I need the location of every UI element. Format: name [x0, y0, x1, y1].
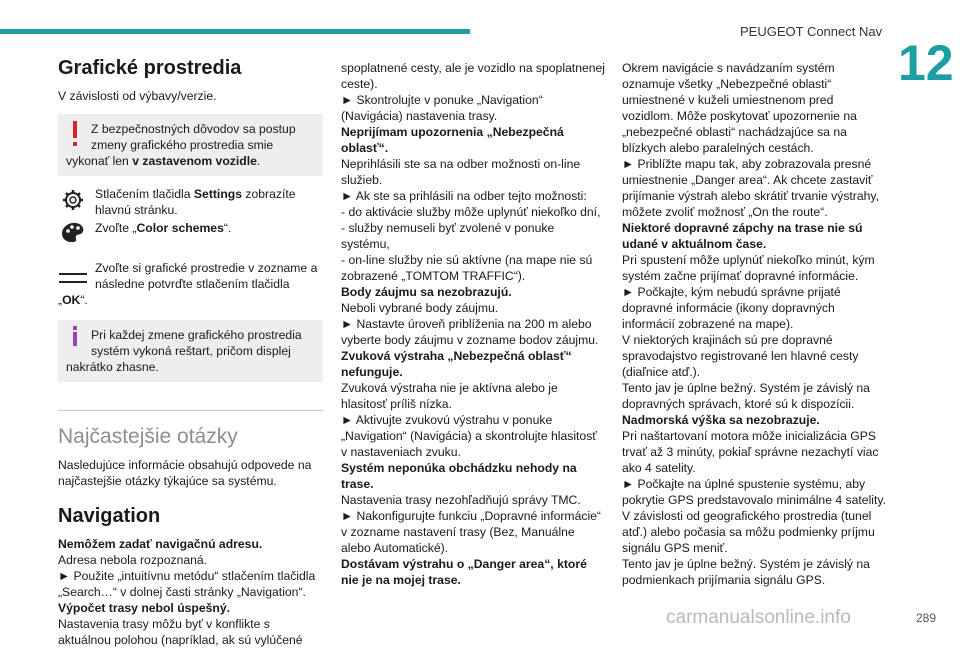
info-box: Pri každej zmene grafického prostredia systém vykoná reštart, pričom displej nakrátko zhasne. [58, 320, 323, 382]
question: oblasť“. [341, 141, 389, 155]
question: Neprijímam upozornenia „Nebezpečná [341, 125, 564, 139]
column-3 [622, 60, 887, 588]
page-number: 289 [915, 611, 936, 625]
text-line: umiestnenie „Danger area“. Ak chcete zastaviť [622, 173, 873, 187]
text-line: signálu GPS meniť. [622, 541, 728, 555]
text-line: Okrem navigácie s navádzaním systém [622, 61, 835, 75]
question: Nadmorská výška sa nezobrazuje. [622, 413, 820, 427]
text-line: - on-line služby nie sú aktívne (na mape nie sú [341, 253, 593, 267]
section-title: Grafické prostredia [58, 57, 242, 79]
text-line: v zozname nastavení trasy (Bez, Manuálne [341, 525, 575, 539]
text-line: vozidlom. Môže poskytovať upozornenie na [622, 109, 857, 123]
text-line: - služby nemuseli byť zvolené v ponuke systému, [341, 221, 555, 251]
header-accent-bar [0, 29, 470, 34]
question: Body záujmu sa nezobrazujú. [341, 285, 512, 299]
text-line: hlasitosť príliš nízka. [341, 397, 452, 411]
question: Systém neponúka obchádzku nehody na [341, 461, 577, 475]
warning-line: vykonať len v zastavenom vozidle. [66, 154, 261, 168]
text-line: Tento jav je úplne bežný. Systém je závislý na [622, 381, 870, 395]
text-line: atď.) alebo počasia sa môžu podmienky príjmu [622, 525, 875, 539]
navigation-title: Navigation [58, 505, 161, 527]
header-title: PEUGEOT Connect Nav [740, 24, 883, 39]
text-line: ► Aktivujte zvukovú výstrahu v ponuke [341, 413, 553, 427]
text-line: ► Počkajte na úplné spustenie systému, aby [622, 477, 866, 491]
question: trase. [341, 477, 374, 491]
text-line: ► Skontrolujte v ponuke „Navigation“ [341, 93, 543, 107]
step-color-schemes: Zvoľte „Color schemes“. [58, 218, 323, 252]
text-line: Zvuková výstraha nie je aktívna alebo je [341, 381, 558, 395]
text-line: V niektorých krajinách sú pre dopravné [622, 333, 833, 347]
text-line: Tento jav je úplne bežný. Systém je závislý na [622, 557, 870, 571]
text-line: Neboli vybrané body záujmu. [341, 301, 499, 315]
text-line: v nastaveniach zvuku. [341, 445, 461, 459]
warning-icon [73, 121, 77, 138]
text-line: prijímanie výstrah alebo skrátiť trvanie výstrahy, [622, 189, 879, 203]
question: Dostávam výstrahu o „Danger area“, ktoré [341, 557, 587, 571]
text-line: ► Nastavte úroveň priblíženia na 200 m alebo [341, 317, 592, 331]
palette-icon [58, 220, 88, 244]
column-2 [341, 60, 606, 588]
text-line: (Navigácia) nastavenia trasy. [341, 109, 498, 123]
faq-title: Najčastejšie otázky [58, 410, 323, 449]
text-line: (diaľnice atď.). [622, 365, 701, 379]
text-line: V závislosti od geografického prostredia (tunel [622, 509, 872, 523]
text-line: oznamuje všetky „Nebezpečné oblasti“ [622, 77, 832, 91]
text-line: - do aktivácie služby môže uplynúť niekoľko dní, [341, 205, 601, 219]
text-line: ako 4 satelity. [622, 461, 696, 475]
text-line: trvať až 3 minúty, pokiaľ správne nezachytí viac [622, 445, 879, 459]
text-line: „Navigation“ (Navigácia) a skontrolujte hlasitosť [341, 429, 597, 443]
text-line: Pri spustení môže uplynúť niekoľko minút, kým [622, 253, 875, 267]
text-line: služieb. [341, 173, 383, 187]
question: Výpočet trasy nebol úspešný. [58, 601, 231, 615]
question: Zvuková výstraha „Nebezpečná oblasť“ [341, 349, 572, 363]
question: nefunguje. [341, 365, 403, 379]
text-line: blízkych alebo paralelných cestách. [622, 141, 814, 155]
info-icon [73, 332, 77, 346]
text-line: ceste). [341, 77, 378, 91]
text-line: dopravných správach, ktoré sú k dispozícii. [622, 397, 855, 411]
text-line: Neprihlásili ste sa na odber možnosti on-line [341, 157, 581, 171]
text-line: pokrytie GPS predstavovalo minimálne 4 satelity. [622, 493, 886, 507]
text-line: ► Nakonfigurujte funkciu „Dopravné informácie“ [341, 509, 601, 523]
text-line: „nebezpečné oblasti“ nachádzajúce sa na [622, 125, 847, 139]
step-select-list: Zvoľte si grafické prostredie v zozname a následne potvrďte stlačením tlačidla „OK“. [58, 261, 318, 307]
text-line: dopravné informácie (ikony dopravných [622, 301, 835, 315]
step-settings: Stlačením tlačidla Settings zobrazíte hlavnú stránku. [58, 186, 323, 218]
text-line: spoplatnené cesty, ale je vozidlo na spoplatnenej [341, 61, 606, 75]
warning-line: Z bezpečnostných dôvodov sa postup [91, 122, 296, 136]
list-select-icon [58, 266, 88, 290]
text-line: spravodajstvo registrované len hlavné cesty [622, 349, 859, 363]
watermark: carmanualsonline.info [666, 607, 851, 628]
column-1: Grafické prostredia V závislosti od výbavy/verzie. Z bezpečnostných dôvodov sa postup zmeny grafického prostredia smie vykonať len v zastavenom vozidle. Stlačením tlačidla Settings zobrazíte hlavnú stránku. Zvoľte „Color schemes“. Zvoľte si grafické prostredie v zozname a následne potvrďte stlačením tlačidla „OK“. Pri každej zmene grafického prostredia systém vykoná reštart, pričom displej nakrátko zhasne. Najčastejšie otázky Nasledujúce informácie obsahujú odpovede na najčastejšie otázky týkajúce sa systému. Navigation Nemôžem zadať navigačnú adresu. Adresa nebola rozpoznaná. ► Použite „intuitívnu metódu“ stlačením tlačidla „Search…“ v dolnej časti stránky „Navigation“. Výpočet trasy nebol úspešný. Nastavenia trasy môžu byť v konflikte s aktuálnou polohou (napríklad, ak sú vylúčené [58, 57, 323, 648]
text-line: informácií zobrazené na mape). [622, 317, 794, 331]
intro-text: V závislosti od výbavy/verzie. [58, 89, 217, 103]
text-line: ► Ak ste sa prihlásili na odber tejto možnosti: [341, 189, 587, 203]
gear-icon [58, 188, 88, 212]
text-line: systém začne prijímať dopravné informácie. [622, 269, 859, 283]
warning-box [58, 114, 323, 176]
question: Nemôžem zadať navigačnú adresu. [58, 537, 263, 551]
chapter-number: 12 [898, 35, 954, 91]
question: nie je na mojej trase. [341, 573, 461, 587]
question: udané v aktuálnom čase. [622, 237, 767, 251]
text-line: umiestnené v kuželi umiestnenom pred [622, 93, 834, 107]
text-line: vyberte body záujmu v zozname bodov záujmu. [341, 333, 599, 347]
text-line: ► Počkajte, kým nebudú správne prijaté [622, 285, 841, 299]
text-line: môžete zvoliť možnosť „On the route“. [622, 205, 828, 219]
text-line: podmienkach prijímania signálu GPS. [622, 573, 826, 587]
text-line: zobrazené „TOMTOM TRAFFIC“). [341, 269, 526, 283]
text-line: alebo Automatické). [341, 541, 449, 555]
text-line: Nastavenia trasy nezohľadňujú správy TMC. [341, 493, 581, 507]
warning-line: zmeny grafického prostredia smie [91, 138, 274, 152]
text-line: ► Priblížte mapu tak, aby zobrazovala presné [622, 157, 872, 171]
text-line: Pri naštartovaní motora môže inicializácia GPS [622, 429, 877, 443]
question: Niektoré dopravné zápchy na trase nie sú [622, 221, 863, 235]
